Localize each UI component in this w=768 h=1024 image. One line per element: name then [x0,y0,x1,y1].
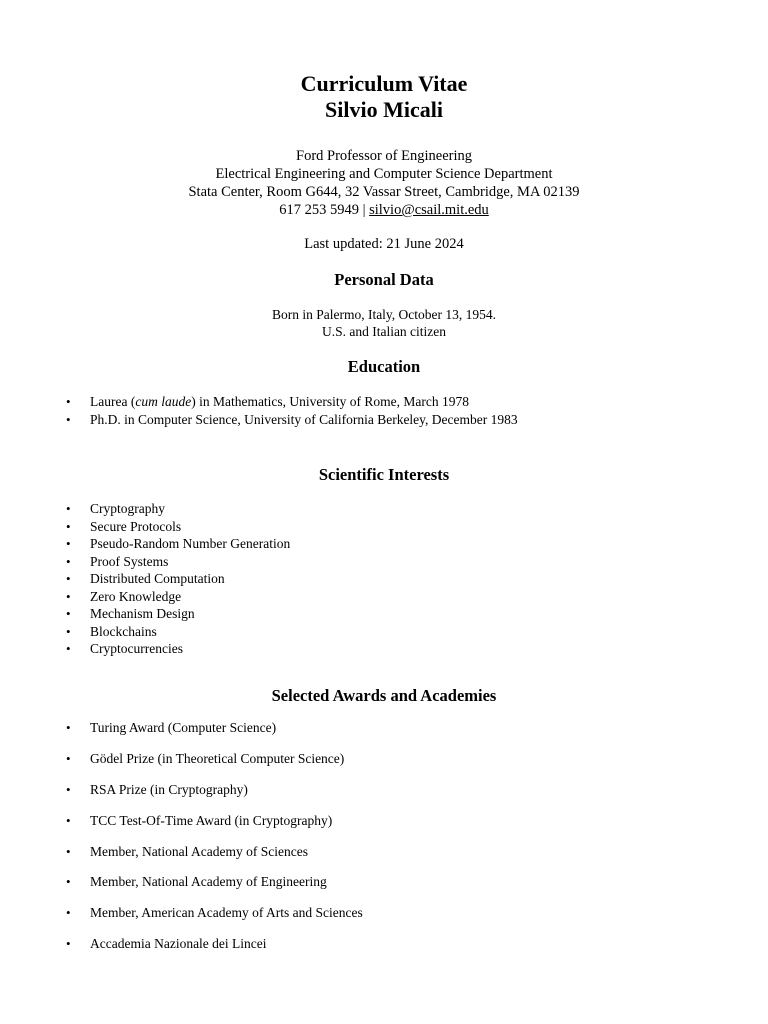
email-link[interactable]: silvio@csail.mit.edu [369,202,489,218]
list-item [0,904,363,935]
list-item [0,843,363,874]
bullet-icon: • [66,411,71,427]
education-item-text: ) in Mathematics, University of Rome, March 1978 [191,394,470,409]
bullet-icon: • [66,394,71,409]
list-item [0,570,290,588]
awards-list [0,719,363,966]
list-item-text: RSA Prize (in Cryptography) [90,781,248,797]
list-item-text: Member, National Academy of Sciences [90,843,309,859]
list-item-text: Cryptography [90,501,165,516]
title-block [0,71,768,123]
list-item-text: Gödel Prize (in Theoretical Computer Science) [90,750,345,766]
bullet-icon: • [66,936,71,952]
birth-info: Born in Palermo, Italy, October 13, 1954. [271,307,497,322]
citizenship: U.S. and Italian citizen [321,324,447,339]
list-item [0,518,290,536]
list-item [0,605,290,623]
phone-number: 617 253 5949 [279,202,359,218]
education-item-text: Laurea ( [90,394,136,409]
bullet-icon: • [66,843,71,859]
bullet-icon: • [66,536,71,551]
bullet-icon: • [66,641,71,656]
education-list [0,393,518,428]
list-item-text: Pseudo-Random Number Generation [90,536,291,551]
section-heading-education: Education [347,357,421,376]
bullet-icon: • [66,750,71,766]
list-item [0,535,290,553]
bullet-icon: • [66,905,71,921]
section-heading-personal-data: Personal Data [334,270,434,289]
bullet-icon: • [66,606,71,621]
bullet-icon: • [66,571,71,586]
scientific-interests-list [0,500,290,658]
section-heading-scientific-interests: Scientific Interests [318,465,450,484]
document-title: Curriculum Vitae [300,71,468,96]
list-item [0,411,518,429]
list-item [0,935,363,966]
list-item [0,640,290,658]
list-item-text: Accademia Nazionale dei Lincei [90,936,267,952]
list-item-text: Turing Award (Computer Science) [90,720,277,735]
section-heading-awards: Selected Awards and Academies [271,686,497,705]
bullet-icon: • [66,623,71,639]
list-item [0,873,363,904]
list-item [0,623,290,641]
list-item-text: Proof Systems [90,553,169,569]
bullet-icon: • [66,501,71,516]
list-item [0,719,363,750]
list-item [0,588,290,606]
list-item-text: Mechanism Design [90,606,195,621]
list-item [0,500,290,518]
bullet-icon: • [66,720,71,735]
list-item-text: Cryptocurrencies [90,641,183,656]
department: Electrical Engineering and Computer Science Department [215,166,553,182]
bullet-icon: • [66,812,71,828]
list-item-text: Zero Knowledge [90,588,182,604]
bullet-icon: • [66,781,71,797]
education-item-text: Ph.D. in Computer Science, University of California Berkeley, December 1983 [90,411,518,427]
address: Stata Center, Room G644, 32 Vassar Street, Cambridge, MA 02139 [188,184,580,200]
cum-laude-emphasis: cum laude [135,394,192,409]
list-item [0,781,363,812]
personal-data-block [0,306,768,340]
list-item-text: Blockchains [90,623,157,639]
last-updated: Last updated: 21 June 2024 [304,236,464,252]
list-item-text: Member, American Academy of Arts and Sciences [90,905,363,921]
phone-email-line [0,201,768,219]
list-item-text: Distributed Computation [90,571,225,586]
list-item [0,750,363,781]
list-item [0,393,518,411]
list-item [0,553,290,571]
bullet-icon: • [66,588,71,604]
contact-block [0,147,768,219]
person-name: Silvio Micali [325,97,443,122]
bullet-icon: • [66,874,71,890]
list-item-text: TCC Test-Of-Time Award (in Cryptography) [90,812,333,828]
position-title: Ford Professor of Engineering [296,148,472,164]
bullet-icon: • [66,518,71,534]
list-item-text: Secure Protocols [90,518,182,534]
bullet-icon: • [66,553,71,569]
contact-separator: | [358,202,370,218]
list-item-text: Member, National Academy of Engineering [90,874,327,890]
list-item [0,812,363,843]
